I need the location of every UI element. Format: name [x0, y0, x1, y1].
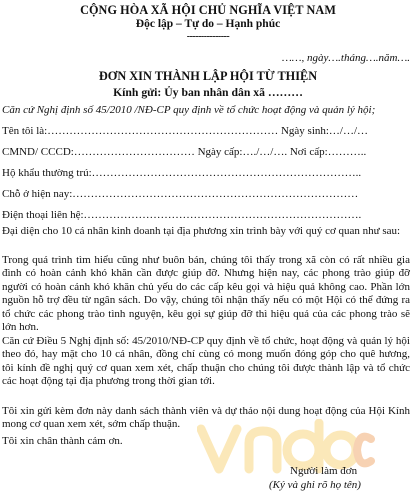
document-title: ĐƠN XIN THÀNH LẬP HỘI TỪ THIỆN — [98, 69, 318, 83]
header-divider: --------------- — [186, 31, 230, 42]
paragraph-request: Căn cứ Điều 5 Nghị định số: 45/2010/NĐ-CP quy định về tổ chức, hoạt động và quản lý hội theo đó, hay mặt cho 10 cá nhân, đồng chí cùng có mong muốn đóng góp cho quê hương, tôi kính đề nghị quý cơ quan xem xét, chấp thuận cho chúng tôi được thành lập và tổ chức các hoạt động tại địa phương trong thời gian tới. — [2, 335, 410, 388]
paragraph-thanks: Tôi xin chân thành cảm ơn. — [2, 435, 123, 447]
dateline: ……, ngày….tháng….năm…. — [281, 52, 410, 64]
legal-basis: Căn cứ Nghị định số 45/2010 /NĐ-CP quy định về tổ chức hoạt động và quản lý hội; — [2, 104, 376, 116]
national-motto: Độc lập – Tự do – Hạnh phúc — [135, 18, 281, 30]
signature-instruction: (Ký và ghi rõ họ tên) — [269, 479, 361, 491]
national-header: CỘNG HÒA XÃ HỘI CHỦ NGHĨA VIỆT NAM — [80, 3, 336, 17]
paragraph-attachment: Tôi xin gửi kèm đơn này danh sách thành viên và dự thảo nội dung hoạt động của Hội Kính mong cơ quan xem xét, sớm chấp thuận. — [2, 405, 410, 431]
recipient-line: Kính gửi: Ủy ban nhân dân xã ……… — [113, 86, 303, 99]
signer-label: Người làm đơn — [290, 465, 358, 477]
paragraph-reason: Trong quá trình tìm hiểu cũng như buôn bán, chúng tôi thấy trong xã còn có rất nhiều gia đình có hoàn cảnh khó khăn cần được giúp đỡ. Nhưng hiện nay, các phong trào giúp đỡ người có hoàn cảnh khó khăn chủ yếu do các cấp kêu gọi và hiệu quả không cao. Phần lớn nguồn hỗ trợ đều từ ngân sách. Do vậy, chúng tôi nhận thấy nếu có một Hội có thể đứng ra tổ chức các phong trào tình nguyện, kêu gọi sự giúp đỡ thì hiệu quả của các phong trào sẽ lớn hơn. — [2, 254, 410, 334]
field-current-address: Chỗ ở hiện nay:…………………………………………………………………… — [2, 188, 359, 200]
paragraph-intro: Đại diện cho 10 cá nhân kinh doanh tại địa phương xin trình bày với quý cơ quan như sau: — [2, 225, 401, 237]
field-name: Tên tôi là:……………………………………………………… Ngày sinh:…/…/… — [2, 125, 369, 137]
field-phone: Điện thoại liên hệ:…………………………………………………………………. — [2, 209, 362, 221]
field-id-card: CMND/ CCCD:…………………………… Ngày cấp:…./…/…. Nơi cấp:……….. — [2, 146, 367, 158]
field-residence: Hộ khẩu thường trú:……………………………………………………………….. — [2, 167, 362, 179]
